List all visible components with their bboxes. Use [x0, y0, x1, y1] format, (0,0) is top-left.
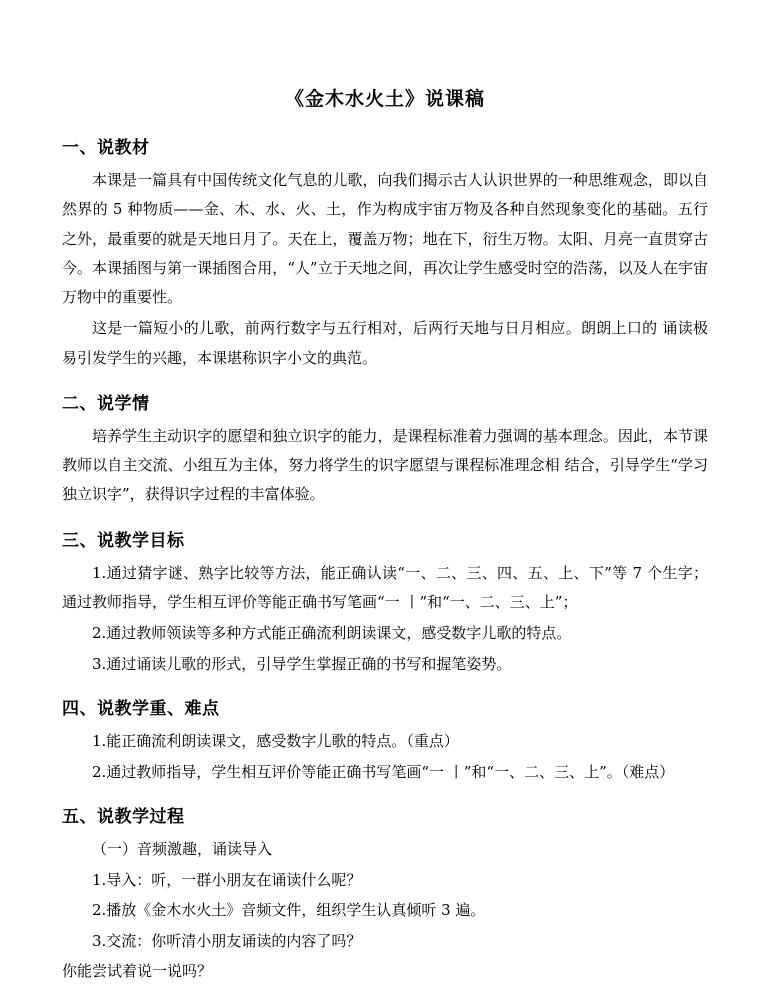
paragraph: 3.交流：你听清小朋友诵读的内容了吗？ [92, 931, 362, 950]
section-heading-3: 三、说教学目标 [62, 530, 185, 551]
section-heading-5: 五、说教学过程 [62, 807, 185, 827]
paragraph: 你能尝试着说一说吗？ [62, 962, 213, 980]
paragraph: 2.通过教师指导，学生相互评价等能正确书写笔画“一 丨”和“一、二、三、上”。（难点） [92, 762, 675, 781]
section-heading-1: 一、说教材 [62, 138, 150, 158]
page-title: 《金木水火土》说课稿 [284, 88, 485, 110]
paragraph: 1.导入：听，一群小朋友在诵读什么呢？ [92, 870, 362, 889]
section-heading-2: 二、说学情 [62, 393, 150, 414]
paragraph: 3.通过诵读儿歌的形式，引导学生掌握正确的书写和握笔姿势。 [92, 654, 512, 673]
paragraph: 本课是一篇具有中国传统文化气息的儿歌，向我们揭示古人认识世界的一种思维观念，即以自然界的 5 种物质——金、木、水、火、土，作为构成宇宙万物及各种自然现象变化的基础。五行之外，最重要的就是天地日月了。天在上，覆盖万物；地在下，衍生万物。太阳、月亮一直贯穿古今。本课插图与第一课插图合用，“人”立于天地之间，再次让学生感受时空的浩荡，以及人在宇宙万物中的重要性。 [62, 171, 708, 306]
paragraph: 2.通过教师领读等多种方式能正确流利朗读课文，感受数字儿歌的特点。 [92, 624, 572, 642]
paragraph: 2.播放《金木水火土》音频文件，组织学生认真倾听 3 遍。 [92, 901, 486, 919]
paragraph: 1.能正确流利朗读课文，感受数字儿歌的特点。（重点） [92, 732, 459, 750]
paragraph: 这是一篇短小的儿歌，前两行数字与五行相对，后两行天地与日月相应。朗朗上口的 诵读极易引发学生的兴趣，本课堪称识字小文的典范。 [62, 319, 708, 367]
section-heading-4: 四、说教学重、难点 [62, 699, 220, 719]
paragraph: （一）音频激趣，诵读导入 [92, 840, 273, 858]
paragraph: 培养学生主动识字的愿望和独立识字的能力，是课程标准着力强调的基本理念。因此，本节课教师以自主交流、小组互为主体，努力将学生的识字愿望与课程标准理念相 结合，引导学生“学习独立识字”，获得识字过程的丰富体验。 [62, 426, 708, 504]
paragraph: 1.通过猜字谜、熟字比较等方法，能正确认读“一、二、三、四、五、上、下”等 7 个生字；通过教师指导，学生相互评价等能正确书写笔画“一 丨”和“一、二、三、上”； [62, 563, 708, 611]
